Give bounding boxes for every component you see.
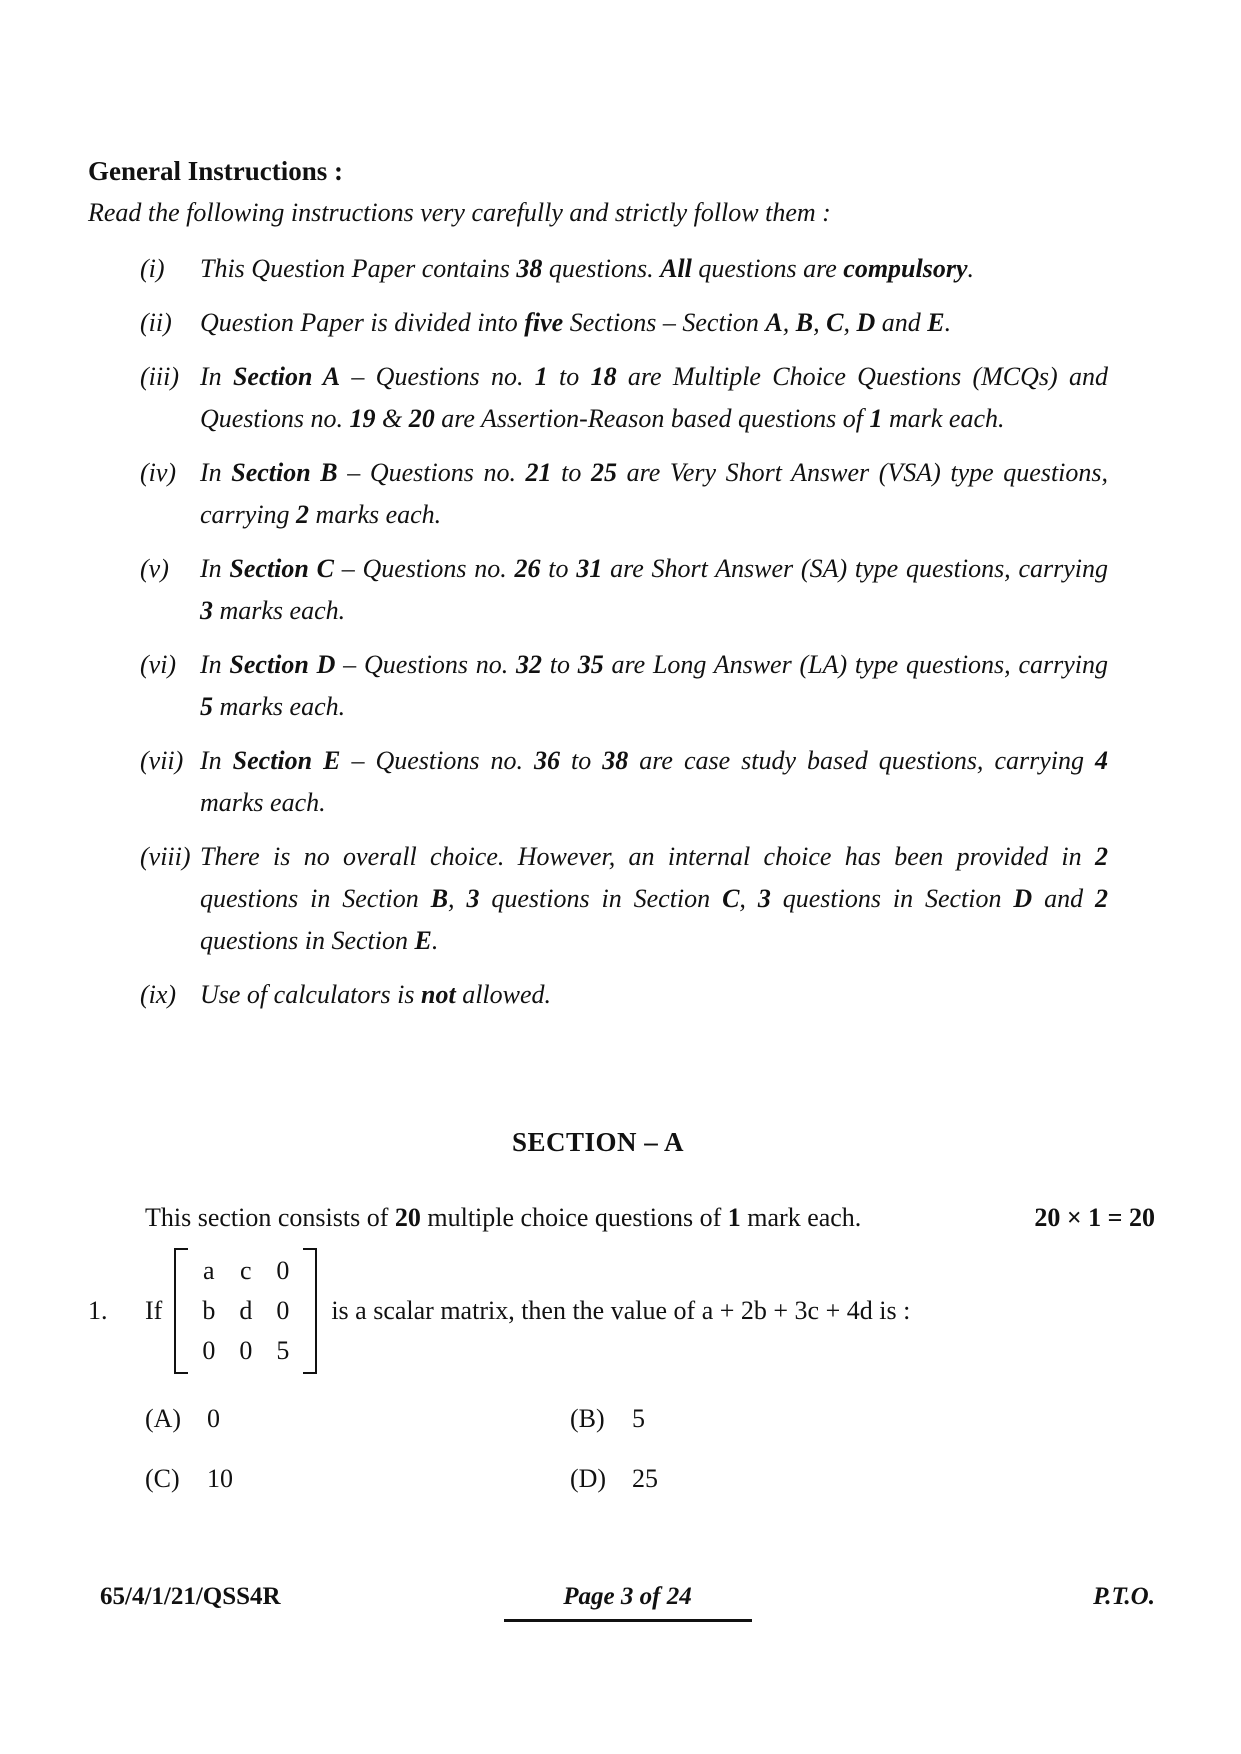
page-content [88,156,1155,1524]
option-d [570,1464,658,1494]
instruction-item-vi [140,644,1108,728]
option-value: 10 [207,1464,233,1493]
item-text: This Question Paper contains 38 questions. All questions are compulsory. [200,254,975,283]
item-numeral: (vii) [140,746,184,775]
option-label: (D) [570,1464,607,1493]
item-numeral: (v) [140,554,169,583]
item-text: In Section C – Questions no. 26 to 31 are Short Answer (SA) type questions, carrying 3 marks each. [200,554,1108,625]
item-text: In Section D – Questions no. 32 to 35 are Long Answer (LA) type questions, carrying 5 marks each. [200,650,1108,721]
matrix-cell: 0 [276,1296,290,1325]
item-numeral: (viii) [140,842,191,871]
matrix-left-bracket [174,1248,188,1374]
section-a-heading: SECTION – A [511,1127,685,1157]
section-intro-text: This section consists of 20 multiple choice questions of 1 mark each. [145,1203,862,1232]
footer-pto: P.T.O. [1093,1583,1155,1610]
instruction-item-i [140,248,1108,290]
option-label: (B) [570,1404,605,1433]
option-label: (C) [145,1464,180,1493]
matrix-cell: d [239,1296,253,1325]
options-row-1 [88,1404,1108,1434]
item-numeral: (vi) [140,650,177,679]
section-a-intro [88,1203,1155,1233]
matrix-cell: 5 [276,1336,290,1365]
question-prefix: If [145,1296,163,1325]
instruction-item-ii [140,302,1108,344]
question-number: 1. [88,1296,108,1325]
item-numeral: (iii) [140,362,179,391]
item-text: Use of calculators is not allowed. [200,980,552,1009]
matrix-right-bracket [303,1248,317,1374]
matrix-cell: a [203,1256,215,1285]
option-value: 0 [207,1404,220,1433]
matrix-cell: 0 [276,1256,290,1285]
item-numeral: (i) [140,254,165,283]
option-c [145,1464,570,1494]
footer-paper-code: 65/4/1/21/QSS4R [100,1583,281,1610]
item-text: Question Paper is divided into five Sections – Section A, B, C, D and E. [200,308,952,337]
matrix-grid [188,1248,303,1374]
item-text: In Section A – Questions no. 1 to 18 are Multiple Choice Questions (MCQs) and Questions no. 19 & 20 are Assertion-Reason based questions of 1 mark each. [200,362,1108,433]
page-footer [100,1583,1155,1611]
footer-underline [504,1619,752,1622]
general-instructions-title: General Instructions : [88,156,343,186]
option-a [145,1404,570,1434]
instructions-subtitle: Read the following instructions very carefully and strictly follow them : [88,198,831,227]
option-value: 5 [632,1404,645,1433]
footer-page-number-text: Page 3 of 24 [563,1583,692,1610]
instruction-item-iii [140,356,1108,440]
matrix [174,1248,317,1374]
instruction-item-viii [140,836,1108,962]
item-text: In Section E – Questions no. 36 to 38 are case study based questions, carrying 4 marks each. [200,746,1108,817]
instruction-item-v [140,548,1108,632]
options-row-2 [88,1464,1108,1494]
item-numeral: (iv) [140,458,177,487]
footer-page-number [504,1583,752,1622]
item-text: There is no overall choice. However, an internal choice has been provided in 2 questions in Section B, 3 questions in Section C, 3 questions in Section D and 2 questions in Section E. [200,842,1109,955]
item-numeral: (ii) [140,308,172,337]
instruction-item-vii [140,740,1108,824]
item-text: In Section B – Questions no. 21 to 25 are Very Short Answer (VSA) type questions, carrying 2 marks each. [200,458,1109,529]
instruction-item-iv [140,452,1108,536]
option-label: (A) [145,1404,182,1433]
matrix-cell: c [240,1256,252,1285]
matrix-cell: b [202,1296,216,1325]
item-numeral: (ix) [140,980,177,1009]
instructions-list [140,248,1108,1016]
question-1 [88,1248,1108,1374]
question-1-options [88,1404,1108,1494]
matrix-cell: 0 [202,1336,216,1365]
instruction-item-ix [140,974,1108,1016]
option-value: 25 [632,1464,658,1493]
option-b [570,1404,645,1434]
question-text: is a scalar matrix, then the value of a + 2b + 3c + 4d is : [331,1296,911,1325]
matrix-cell: 0 [239,1336,253,1365]
marks-note: 20 × 1 = 20 [1034,1203,1155,1232]
